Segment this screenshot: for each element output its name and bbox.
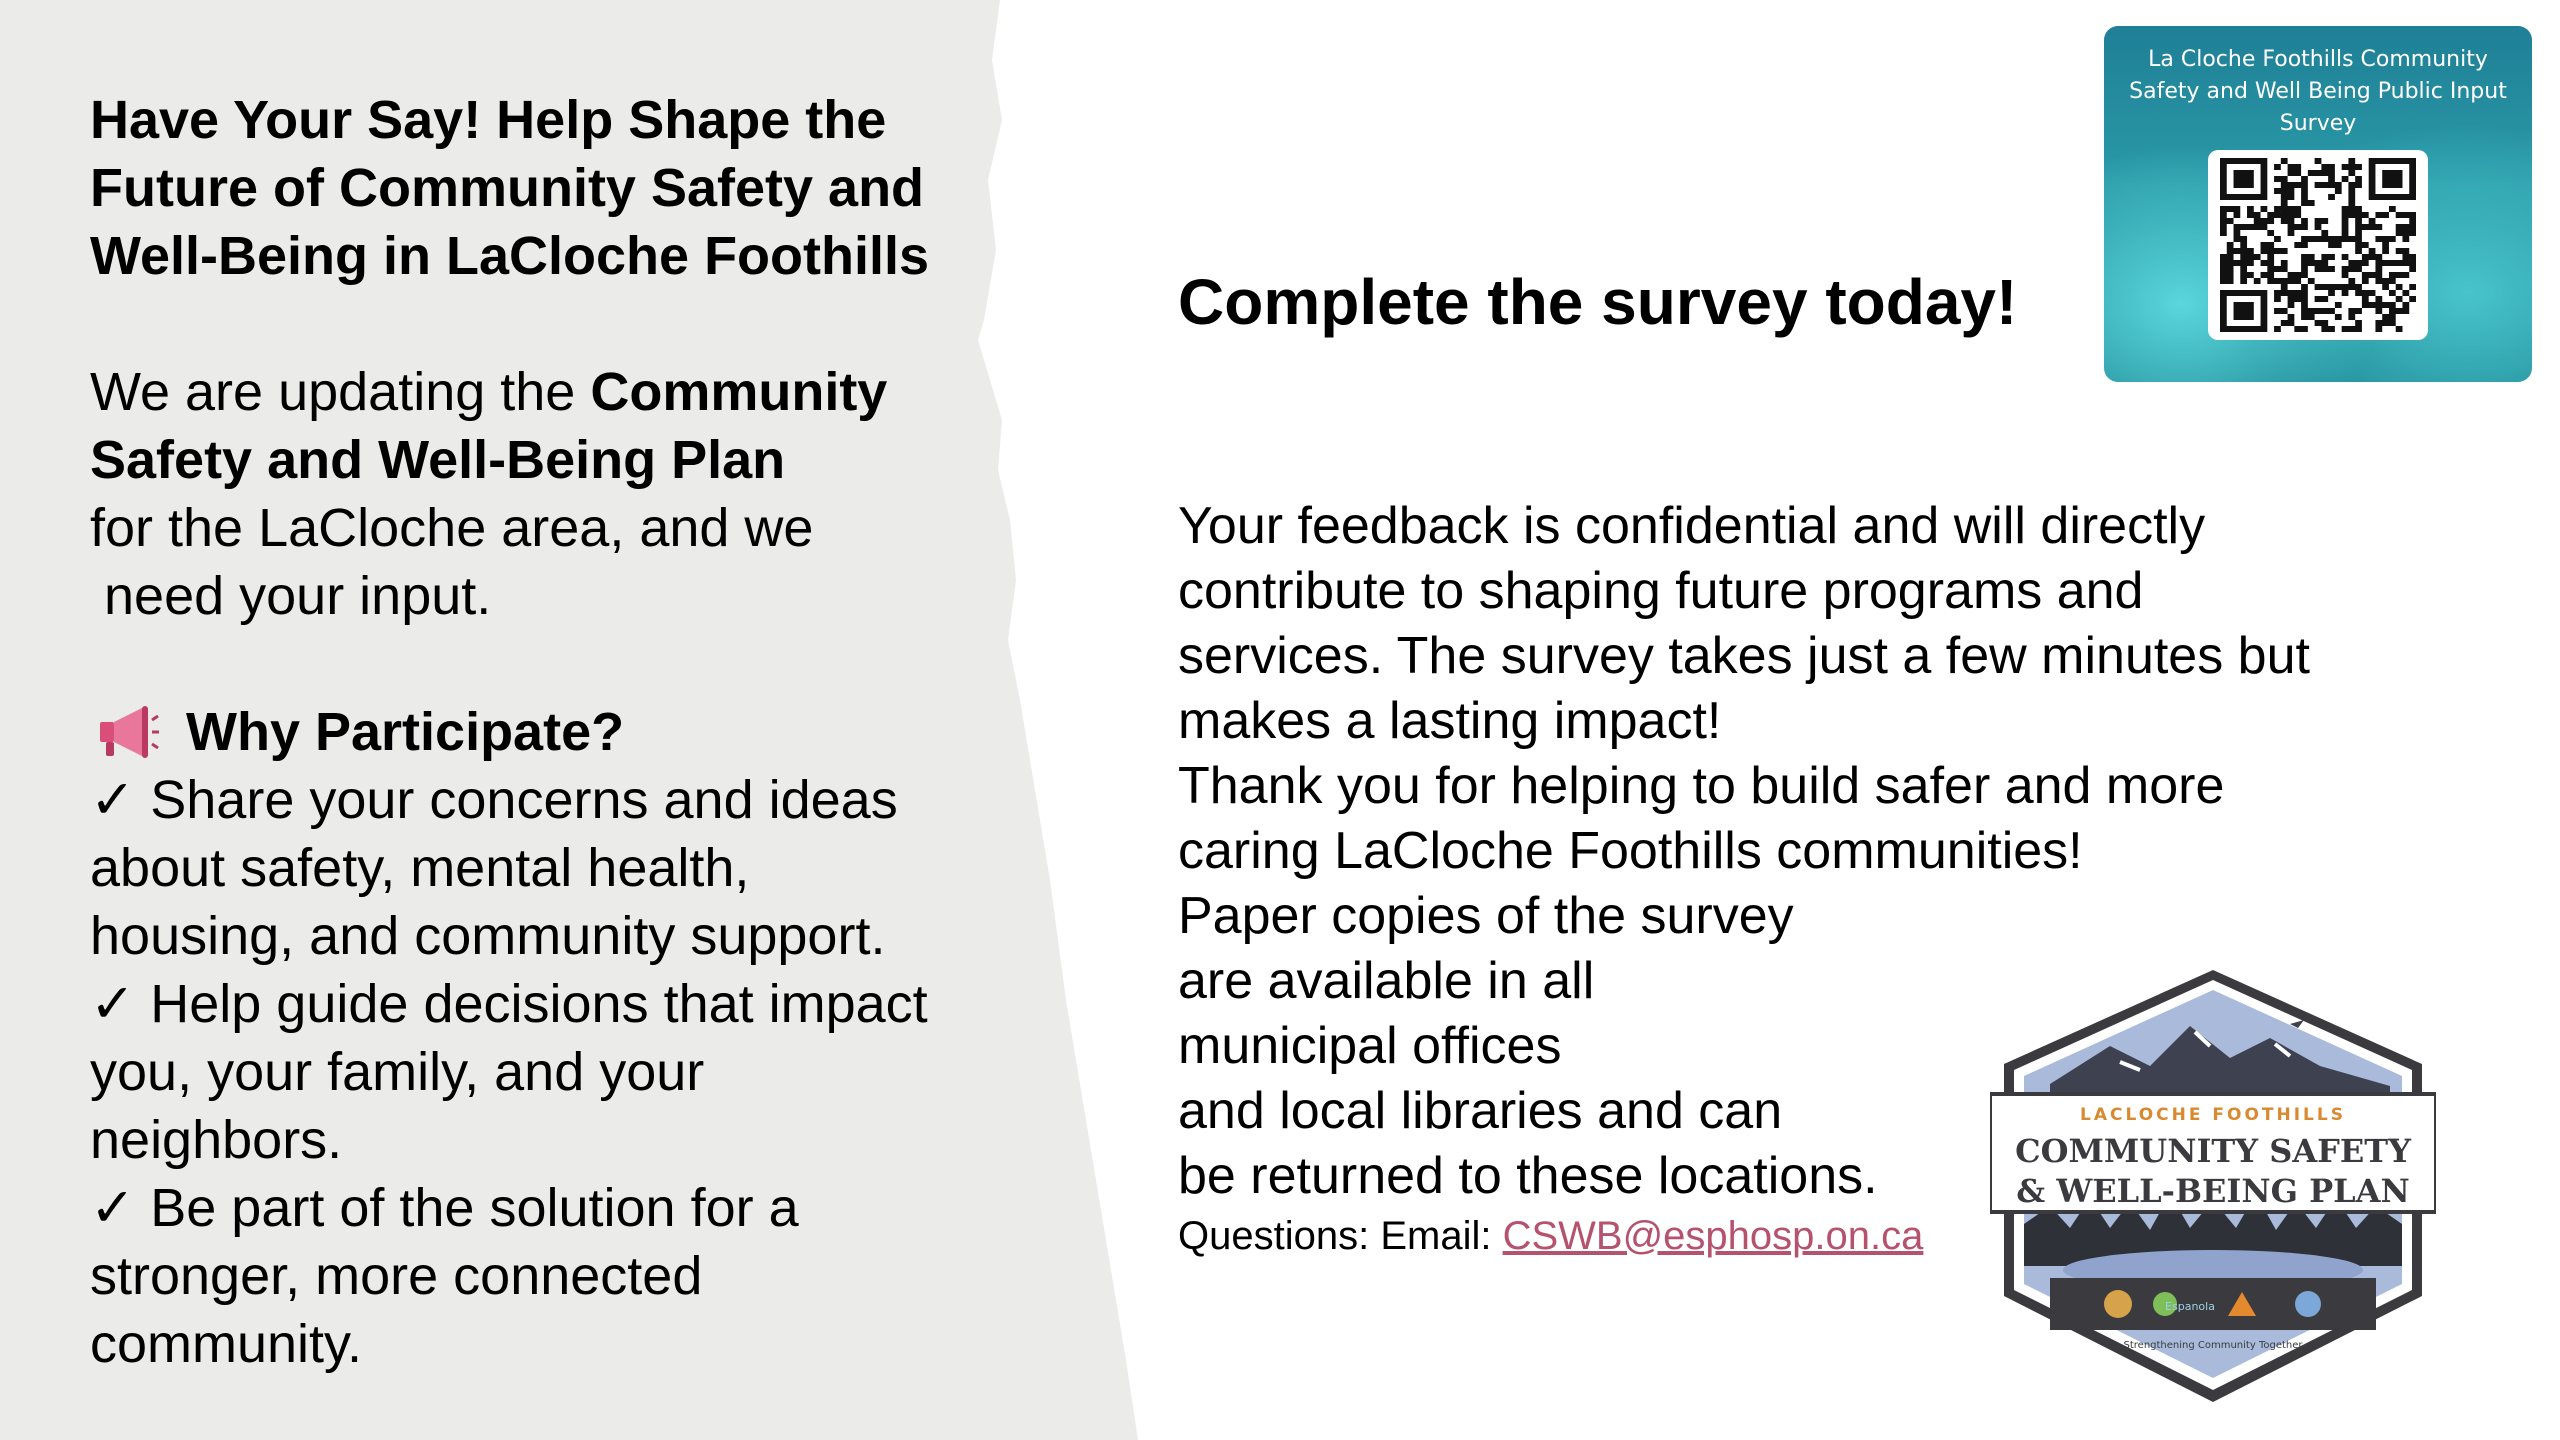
list-item: stronger, more connected bbox=[90, 1246, 703, 1306]
list-item: housing, and community support. bbox=[90, 906, 886, 966]
megaphone-icon bbox=[96, 704, 160, 760]
right-text-block: Your feedback is confidential and will directly contribute to shaping future programs and services. The survey takes just a few minutes but makes a lasting impact! Thank you for helping to build safer and more caring LaCloche Foothills communities! Paper copies of the survey are available in all municipal offices and local libraries and can be returned to these locations. Questions: Email: CSWB@esphosp.on.ca bbox=[1178, 494, 2418, 1261]
why-participate-heading: Why Participate? bbox=[90, 698, 1010, 766]
plan-name-bold: Community bbox=[590, 362, 888, 422]
logo-line-2: & WELL-BEING PLAN bbox=[2016, 1172, 2410, 1210]
email-link[interactable]: CSWB@esphosp.on.ca bbox=[1502, 1214, 1924, 1258]
benefit-list bbox=[90, 766, 1010, 1378]
list-item: you, your family, and your bbox=[90, 1042, 705, 1102]
list-item: about safety, mental health, bbox=[90, 838, 750, 898]
call-to-action-heading: Complete the survey today! bbox=[1178, 266, 2018, 338]
questions-line: Questions: Email: CSWB@esphosp.on.ca bbox=[1178, 1214, 1924, 1258]
logo-top-text: LACLOCHE FOOTHILLS bbox=[2080, 1105, 2346, 1125]
list-item: ✓ Share your concerns and ideas bbox=[90, 770, 898, 830]
list-item: community. bbox=[90, 1314, 363, 1374]
list-item: neighbors. bbox=[90, 1110, 343, 1170]
qr-card-title: La Cloche Foothills Community Safety and Well Being Public Input Survey bbox=[2129, 47, 2507, 136]
qr-code-frame[interactable] bbox=[2208, 150, 2428, 340]
list-item: ✓ Be part of the solution for a bbox=[90, 1178, 799, 1238]
list-item: ✓ Help guide decisions that impact bbox=[90, 974, 928, 1034]
logo-tagline: Strengthening Community Together bbox=[2123, 1340, 2303, 1351]
survey-qr-card[interactable] bbox=[2104, 26, 2532, 382]
intro-paragraph: We are updating the Community Safety and Well-Being Plan for the LaCloche area, and we need your input. bbox=[90, 362, 888, 626]
cswb-plan-logo bbox=[1990, 966, 2436, 1406]
left-text-block bbox=[90, 86, 1010, 1378]
logo-espanola-text: Espanola bbox=[2165, 1300, 2215, 1313]
logo-line-1: COMMUNITY SAFETY bbox=[2015, 1132, 2411, 1170]
main-heading: Have Your Say! Help Shape the Future of Community Safety and Well-Being in LaCloche Foothills bbox=[90, 90, 930, 286]
qr-code-icon[interactable] bbox=[2220, 158, 2416, 332]
